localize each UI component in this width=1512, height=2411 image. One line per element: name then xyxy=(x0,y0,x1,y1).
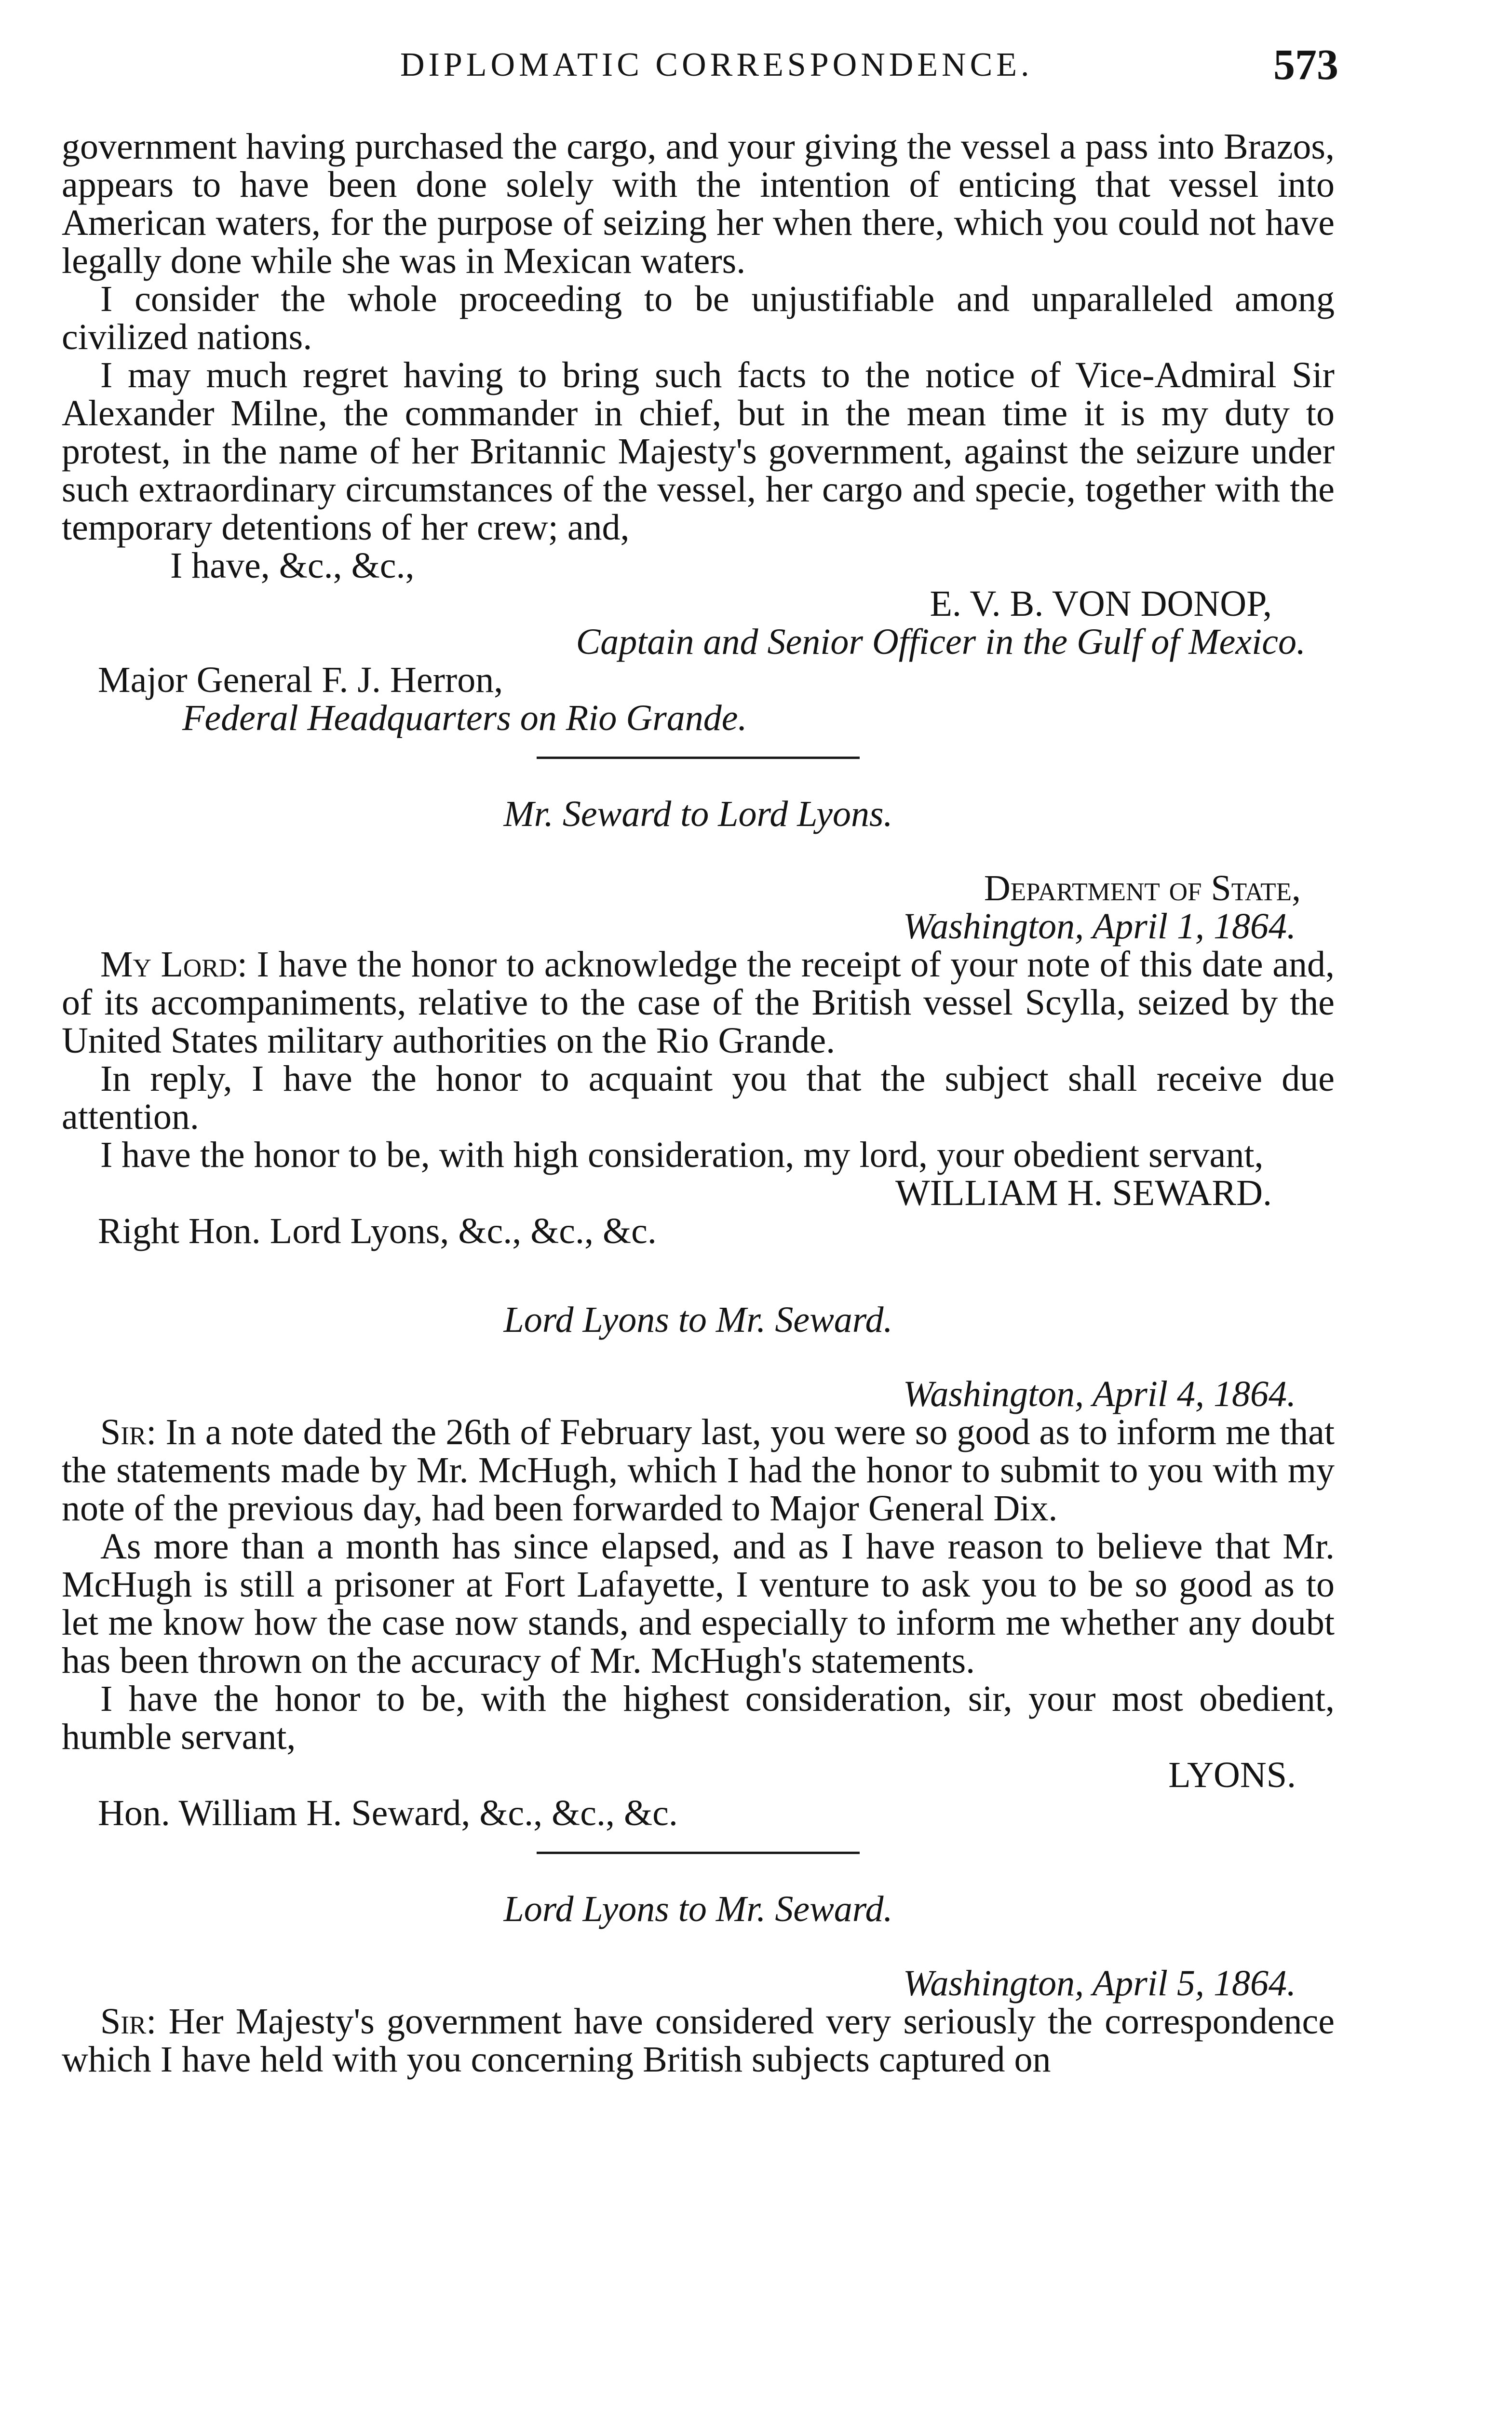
page-header xyxy=(63,41,1338,99)
letter-heading: Lord Lyons to Mr. Seward. xyxy=(503,1300,893,1340)
paragraph: I consider the whole proceeding to be unjustifiable and unparalleled among civilized nations. xyxy=(62,279,1335,357)
dateline: Washington, April 5, 1864. xyxy=(903,1963,1296,2004)
paragraph: government having purchased the cargo, and your giving the vessel a pass into Brazos, appears to have been done solely with the intention of enticing that vessel into American waters, for the purpose of seizing her when there, which you could not have legally done while she was in Mexican waters. xyxy=(62,126,1335,281)
letter-lyons-to-seward-april-5 xyxy=(62,1890,1335,2079)
page-body xyxy=(62,128,1335,2079)
signature: E. V. B. VON DONOP, xyxy=(930,583,1272,624)
salutation: Sir: xyxy=(100,1412,157,1452)
paragraph: I may much regret having to bring such facts to the notice of Vice-Admiral Sir Alexander Milne, the commander in chief, but in the mean time it is my duty to protest, in the name of her Britannic Majesty's government, against the seizure under such extraordinary circumstances of the vessel, her cargo and specie, together with the temporary detentions of her crew; and, xyxy=(62,355,1335,548)
paragraph: As more than a month has since elapsed, and as I have reason to believe that Mr. McHugh is still a prisoner at Fort Lafayette, I venture to ask you to be so good as to let me know how the case now stands, and especially to inform me whether any doubt has been thrown on the accuracy of Mr. McHugh's statements. xyxy=(62,1526,1335,1681)
salutation: Sir: xyxy=(100,2001,157,2042)
dateline-date: Washington, April 1, 1864. xyxy=(903,906,1296,947)
addressee: Hon. William H. Seward, &c., &c., &c. xyxy=(98,1793,678,1833)
letter-lyons-to-seward-april-4 xyxy=(62,1301,1335,1832)
paragraph: In a note dated the 26th of February last, you were so good as to inform me that the statements made by Mr. McHugh, which I had the honor to submit to you with my note of the previous day, had been forwarded to Major General Dix. xyxy=(62,1412,1335,1529)
paragraph: In reply, I have the honor to acquaint you that the subject shall receive due attention. xyxy=(62,1058,1335,1137)
salutation: My Lord: xyxy=(100,944,247,985)
signature: LYONS. xyxy=(1168,1755,1296,1795)
paragraph: I have the honor to be, with high consideration, my lord, your obedient servant, xyxy=(100,1135,1264,1175)
running-title: DIPLOMATIC CORRESPONDENCE. xyxy=(400,46,1033,83)
dateline-place: Department of State, xyxy=(984,868,1301,908)
addressee: Right Hon. Lord Lyons, &c., &c., &c. xyxy=(98,1211,657,1251)
letter-heading: Mr. Seward to Lord Lyons. xyxy=(503,794,893,834)
signature-title: Captain and Senior Officer in the Gulf of Mexico. xyxy=(576,622,1306,662)
closing: I have, &c., &c., xyxy=(170,545,415,586)
paragraph: Her Majesty's government have considered very seriously the correspondence which I have held with you concerning British subjects captured on xyxy=(62,2001,1335,2080)
letter-heading: Lord Lyons to Mr. Seward. xyxy=(503,1889,893,1929)
addressee-name: Major General F. J. Herron, xyxy=(98,660,503,700)
dateline: Washington, April 4, 1864. xyxy=(903,1374,1296,1414)
addressee-place: Federal Headquarters on Rio Grande. xyxy=(182,698,747,738)
paragraph: I have the honor to acknowledge the receipt of your note of this date and, of its accompaniments, relative to the case of the British vessel Scylla, seized by the United States military authorities on the Rio Grande. xyxy=(62,944,1335,1061)
signature: WILLIAM H. SEWARD. xyxy=(895,1173,1272,1213)
letter-seward-to-lyons xyxy=(62,795,1335,1250)
page-number: 573 xyxy=(1273,41,1338,89)
paragraph: I have the honor to be, with the highest consideration, sir, your most obedient, humble servant, xyxy=(62,1679,1335,1757)
letter-von-donop xyxy=(62,128,1335,737)
